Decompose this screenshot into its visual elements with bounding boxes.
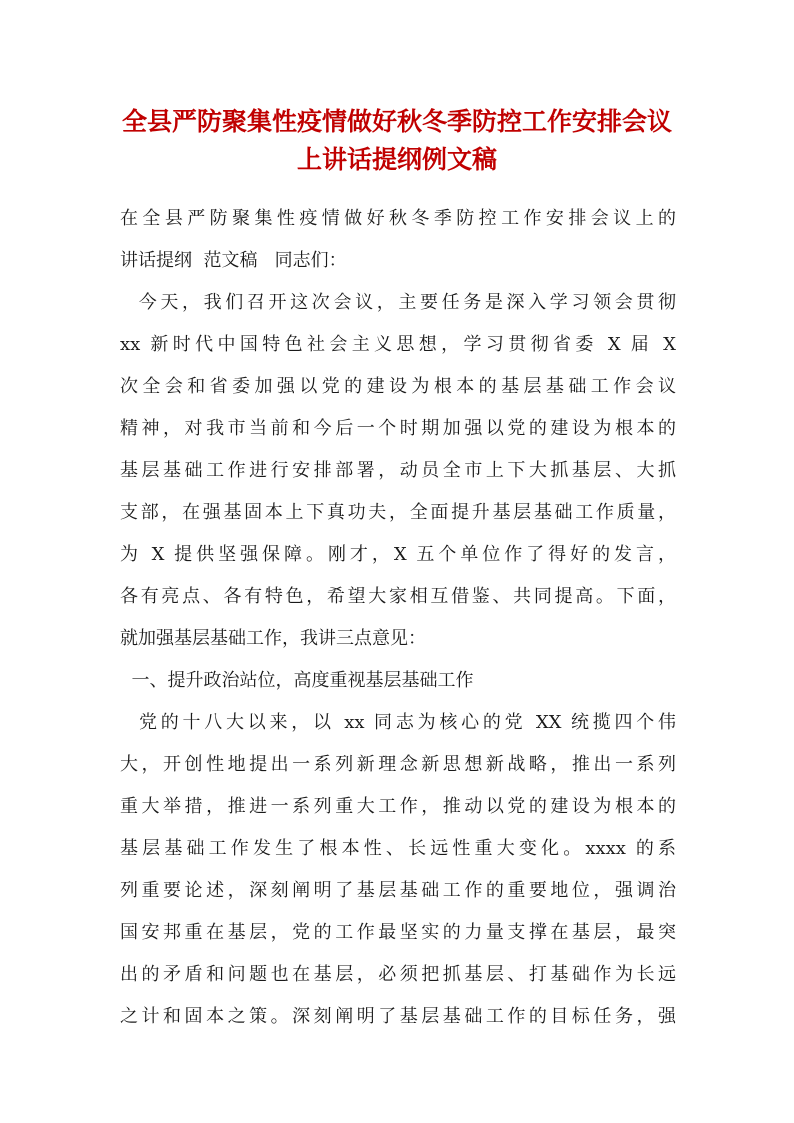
body-line-4: xx 新时代中国特色社会主义思想，学习贯彻省委 X 届 X xyxy=(120,334,676,355)
body-line-13: 党的十八大以来，以 xx 同志为核心的党 XX 统揽四个伟 xyxy=(120,712,676,733)
body-line-3: 今天，我们召开这次会议，主要任务是深入学习领会贯彻 xyxy=(120,292,676,313)
body-line-15: 重大举措，推进一系列重大工作，推动以党的建设为根本的 xyxy=(120,796,676,817)
body-line-2: 讲话提纲 范文稿 同志们： xyxy=(120,250,347,271)
body-line-7: 基层基础工作进行安排部署，动员全市上下大抓基层、大抓 xyxy=(120,460,676,481)
body-line-20: 之计和固本之策。深刻阐明了基层基础工作的目标任务，强 xyxy=(120,1006,676,1027)
body-line-9: 为 X 提供坚强保障。刚才，X 五个单位作了得好的发言， xyxy=(120,544,676,565)
body-line-17: 列重要论述，深刻阐明了基层基础工作的重要地位，强调治 xyxy=(120,880,676,901)
body-line-16: 基层基础工作发生了根本性、长远性重大变化。xxxx 的系 xyxy=(120,838,676,859)
body-line-1: 在全县严防聚集性疫情做好秋冬季防控工作安排会议上的 xyxy=(120,208,676,229)
body-line-19: 出的矛盾和问题也在基层，必须把抓基层、打基础作为长远 xyxy=(120,964,676,985)
body-line-18: 国安邦重在基层，党的工作最坚实的力量支撑在基层，最突 xyxy=(120,922,676,943)
body-line-10: 各有亮点、各有特色，希望大家相互借鉴、共同提高。下面， xyxy=(120,586,676,607)
body-line-14: 大，开创性地提出一系列新理念新思想新战略，推出一系列 xyxy=(120,754,676,775)
document-title-line-2: 上讲话提纲例文稿 xyxy=(296,145,497,174)
body-line-8: 支部，在强基固本上下真功夫，全面提升基层基础工作质量， xyxy=(120,502,676,523)
body-line-5: 次全会和省委加强以党的建设为根本的基层基础工作会议 xyxy=(120,376,676,397)
body-line-6: 精神，对我市当前和今后一个时期加强以党的建设为根本的 xyxy=(120,418,676,439)
document-title-line-1: 全县严防聚集性疫情做好秋冬季防控工作安排会议 xyxy=(121,107,672,136)
section-heading-1: 一、提升政治站位，高度重视基层基础工作 xyxy=(120,670,474,691)
body-line-11: 就加强基层基础工作，我讲三点意见： xyxy=(120,628,426,649)
